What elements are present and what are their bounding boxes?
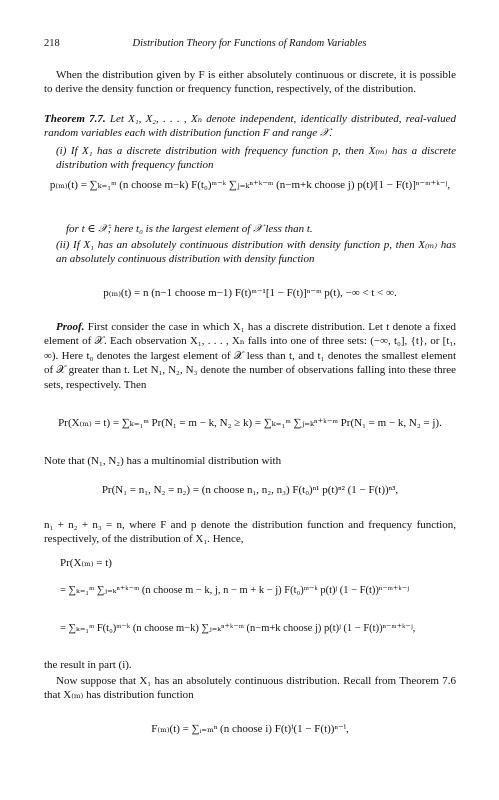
proof-text-1: First consider the case in which X₁ has a discrete distribution. Let t denote a fixed element of 𝒳. Each observation X₁, . . . , Xₙ falls into one of three sets: (−∞, t₀], {t}, or [t₁, ∞). Here t₀ denotes the largest element of 𝒳 less than t, and t₁ denotes the smallest element of 𝒳 greater than t. Let N₁, N₂, N₃ denote the number of observations falling into these three sets, respectively. Then — [44, 321, 457, 391]
equation-5-line-3: = ∑ₖ₌₁ᵐ F(t₀)ᵐ⁻ᵏ (n choose m−k) ∑ⱼ₌ₖⁿ⁺ᵏ⁻ᵐ (n−m+k choose j) p(t)ʲ (1 − F(t))ⁿ⁻ᵐ⁺ᵏ⁻ʲ, — [60, 623, 416, 634]
equation-5-line-1: Pr(X₍ₘ₎ = t) — [60, 557, 112, 569]
proof-paragraph-4: the result in part (i). — [44, 659, 132, 671]
intro-paragraph: When the distribution given by F is either absolutely continuous or discrete, it is possible to derive the density function or frequency function, respectively, of the distribution. — [44, 69, 456, 96]
running-title: Distribution Theory for Functions of Random Variables — [132, 38, 367, 49]
theorem-text: Let X₁, X₂, . . . , Xₙ denote independent, identically distributed, real-valued random variables each with distribution function F and range 𝒳. — [44, 113, 456, 140]
theorem-part-ii: (ii) If X₁ has an absolutely continuous distribution with density function p, then X₍ₘ₎ has an absolutely continuous distribution with density function — [56, 239, 456, 266]
equation-3: Pr(X₍ₘ₎ = t) = ∑ₖ₌₁ᵐ Pr(N₁ = m − k, N₂ ≥ k) = ∑ₖ₌₁ᵐ ∑ⱼ₌ₖⁿ⁺ᵏ⁻ᵐ Pr(N₁ = m − k, N₂ = j). — [58, 417, 442, 429]
theorem-statement — [44, 112, 456, 141]
equation-2: p₍ₘ₎(t) = n (n−1 choose m−1) F(t)ᵐ⁻¹[1 − F(t)]ⁿ⁻ᵐ p(t), −∞ < t < ∞. — [103, 287, 397, 299]
theorem-part-i: (i) If X₁ has a discrete distribution with frequency function p, then X₍ₘ₎ has a discrete distribution with frequency function — [56, 145, 456, 172]
equation-5-line-2: = ∑ₖ₌₁ᵐ ∑ⱼ₌ₖⁿ⁺ᵏ⁻ᵐ (n choose m − k, j, n − m + k − j) F(t₀)ᵐ⁻ᵏ p(t)ʲ (1 − F(t))ⁿ⁻ᵐ⁺ᵏ⁻ʲ — [60, 585, 409, 596]
equation-1: p₍ₘ₎(t) = ∑ₖ₌₁ᵐ (n choose m−k) F(t₀)ᵐ⁻ᵏ ∑ⱼ₌ₖⁿ⁺ᵏ⁻ᵐ (n−m+k choose j) p(t)ʲ[1 − F(t)]ⁿ⁻ᵐ⁺ᵏ⁻ʲ, — [49, 179, 451, 191]
page-number: 218 — [44, 38, 60, 49]
equation-6: F₍ₘ₎(t) = ∑ᵢ₌ₘⁿ (n choose i) F(t)ⁱ(1 − F(t))ⁿ⁻ⁱ, — [151, 723, 349, 735]
proof-paragraph-5: Now suppose that X₁ has an absolutely continuous distribution. Recall from Theorem 7.6 that X₍ₘ₎ has distribution function — [44, 675, 456, 702]
theorem-label: Theorem 7.7. — [44, 113, 106, 125]
proof-paragraph-1 — [44, 320, 456, 392]
proof-label: Proof. — [56, 321, 85, 333]
proof-paragraph-2: Note that (N₁, N₂) has a multinomial distribution with — [44, 455, 282, 467]
theorem-part-i-tail: for t ∈ 𝒳; here t₀ is the largest element of 𝒳 less than t. — [66, 223, 313, 235]
proof-paragraph-3: n₁ + n₂ + n₃ = n, where F and p denote the distribution function and frequency function, respectively, of the distribution of X₁. Hence, — [44, 519, 456, 546]
equation-4: Pr(N₁ = n₁, N₂ = n₂) = (n choose n₁, n₂, n₃) F(t₀)ⁿ¹ p(t)ⁿ² (1 − F(t))ⁿ³, — [101, 484, 399, 496]
